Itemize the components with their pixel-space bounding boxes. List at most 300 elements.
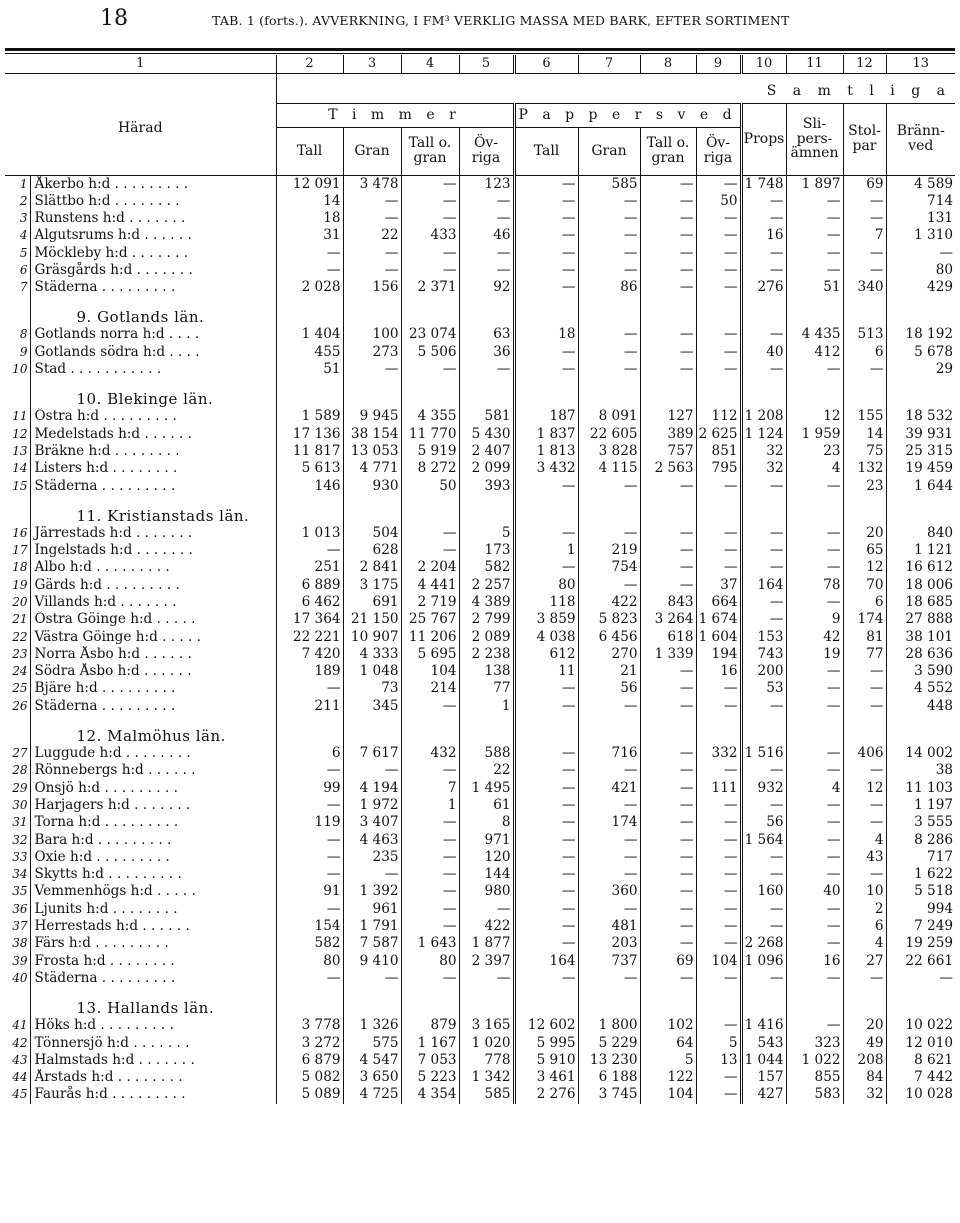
table-row [5,1069,955,1086]
harad-name: Bräkne h:d . . . . . . . . [30,443,276,460]
table-cell: — [459,210,514,227]
table-cell: 14 [843,425,886,442]
table-cell: — [843,698,886,715]
table-cell: 194 [696,646,741,663]
table-cell: 211 [276,698,343,715]
table-cell: — [786,680,843,697]
page-number: 18 [100,6,128,31]
table-cell: 120 [459,849,514,866]
table-cell: — [741,210,786,227]
table-cell: — [939,969,953,986]
timmer-ovriga-header: Öv- riga [459,127,514,175]
table-cell: 4 441 [401,577,459,594]
table-cell: — [578,849,640,866]
table-cell: — [640,680,696,697]
table-cell: 612 [514,646,578,663]
table-row [5,849,955,866]
table-cell: — [696,326,741,343]
table-row [5,577,955,594]
harad-name: Ljunits h:d . . . . . . . . [30,901,276,918]
table-cell: 63 [459,326,514,343]
table-cell: 1 972 [343,797,401,814]
table-row [5,1086,955,1103]
table-cell: — [843,663,886,680]
table-row [5,326,955,343]
table-row [5,918,955,935]
table-cell: 11 817 [276,443,343,460]
table-cell: 1 643 [401,935,459,952]
table-cell: 80 [401,952,459,969]
table-cell: 203 [578,935,640,952]
table-cell: — [843,680,886,697]
table-cell: 144 [459,866,514,883]
table-cell: 69 [640,952,696,969]
harad-name: Oxie h:d . . . . . . . . . [30,849,276,866]
row-number: 28 [5,762,30,779]
table-row [5,477,955,494]
table-cell: 8 621 [914,1051,953,1068]
table-cell: 214 [401,680,459,697]
table-cell: 6 [843,594,886,611]
table-cell: 20 [843,525,886,542]
row-number: 25 [5,680,30,697]
table-cell: 10 [843,883,886,900]
table-cell: — [578,262,640,279]
table-cell: 16 [696,663,741,680]
table-row [5,935,955,952]
table-cell: 38 [935,762,953,779]
column-number-row [5,55,955,73]
harad-name: Villands h:d . . . . . . . [30,594,276,611]
table-cell: 1 604 [696,628,741,645]
col-number: 5 [459,55,514,73]
table-cell: 22 [343,227,401,244]
table-cell: 200 [741,663,786,680]
table-row [5,175,955,193]
row-number: 34 [5,866,30,883]
harad-name: Skytts h:d . . . . . . . . . [30,866,276,883]
col-number: 13 [886,55,955,73]
table-cell: 2 238 [459,646,514,663]
row-number: 44 [5,1069,30,1086]
section-heading-row [5,987,955,1017]
table-cell: — [343,262,401,279]
table-cell: 4 333 [343,646,401,663]
table-cell: 585 [459,1086,514,1103]
table-cell: — [786,193,843,210]
table-cell: 3 407 [343,814,401,831]
harad-name: Städerna . . . . . . . . . [30,698,276,715]
table-cell: 18 532 [905,408,953,425]
table-cell: — [741,970,786,987]
table-cell: 235 [343,849,401,866]
table-cell: 3 432 [514,460,578,477]
harad-name: Tönnersjö h:d . . . . . . . [30,1034,276,1051]
table-cell: — [401,814,459,831]
table-cell: — [696,970,741,987]
table-cell: — [276,831,343,848]
table-cell: — [696,797,741,814]
table-cell: 31 [276,227,343,244]
harad-name: Runstens h:d . . . . . . . [30,210,276,227]
table-cell: — [696,883,741,900]
table-cell: 92 [459,279,514,296]
table-cell: 2 799 [459,611,514,628]
table-cell: 38 154 [343,425,401,442]
table-cell: 12 091 [276,175,343,193]
harad-name: Ingelstads h:d . . . . . . . [30,542,276,559]
row-number: 35 [5,883,30,900]
table-cell: 173 [459,542,514,559]
table-row [5,1034,955,1051]
table-cell: 1 516 [741,745,786,762]
harad-name: Vemmenhögs h:d . . . . . [30,883,276,900]
table-cell: 112 [696,408,741,425]
table-cell: — [786,849,843,866]
table-cell: — [276,262,343,279]
table-cell: — [696,227,741,244]
table-cell: 4 389 [459,594,514,611]
table-row [5,611,955,628]
table-cell: 994 [927,900,953,917]
table-cell: — [276,866,343,883]
table-cell: 40 [741,344,786,361]
table-cell: — [843,866,886,883]
table-cell: — [786,698,843,715]
table-cell: 455 [276,344,343,361]
table-cell: — [640,866,696,883]
table-row [5,460,955,477]
table-cell: 104 [640,1086,696,1103]
table-cell: — [343,361,401,378]
table-cell: 49 [843,1034,886,1051]
table-cell: — [696,525,741,542]
table-cell: 208 [843,1052,886,1069]
table-cell: 1 022 [786,1052,843,1069]
pappersved-gran-header: Gran [578,127,640,175]
table-cell: — [578,227,640,244]
table-cell: 588 [459,745,514,762]
table-cell: — [786,525,843,542]
table-cell: — [276,762,343,779]
col-number: 6 [514,55,578,73]
table-cell: 23 [843,477,886,494]
table-cell: — [786,227,843,244]
table-cell: 21 [578,663,640,680]
table-cell: 2 028 [276,279,343,296]
table-cell: — [786,542,843,559]
table-cell: 131 [927,209,953,226]
table-cell: 5 518 [914,883,953,900]
harad-name: Södra Åsbo h:d . . . . . . [30,663,276,680]
row-number: 10 [5,361,30,378]
table-cell: 75 [843,443,886,460]
table-cell: 422 [459,918,514,935]
table-cell: 65 [843,542,886,559]
table-cell: 4 [843,935,886,952]
harad-name: Städerna . . . . . . . . . [30,477,276,494]
table-cell: — [640,244,696,261]
table-cell: — [741,244,786,261]
row-number: 15 [5,477,30,494]
table-row [5,797,955,814]
harad-name: Algutsrums h:d . . . . . . [30,227,276,244]
table-cell: — [741,698,786,715]
table-row [5,628,955,645]
table-cell: 5 695 [401,646,459,663]
table-cell: — [514,698,578,715]
table-cell: 25 767 [401,611,459,628]
table-cell: — [514,193,578,210]
harad-name: Herrestads h:d . . . . . . [30,918,276,935]
table-cell: — [640,883,696,900]
table-cell: 1 208 [741,408,786,425]
table-cell: — [741,542,786,559]
col-number: 8 [640,55,696,73]
table-cell: — [459,244,514,261]
table-cell: 3 165 [459,1017,514,1034]
table-cell: 3 478 [343,175,401,193]
table-cell: 3 745 [578,1086,640,1103]
table-cell: — [640,559,696,576]
col-number: 9 [696,55,741,73]
table-cell: 104 [696,952,741,969]
table-cell: 18 [276,210,343,227]
table-cell: — [343,866,401,883]
table-cell: 61 [459,797,514,814]
harad-name: Medelstads h:d . . . . . . [30,425,276,442]
table-cell: 18 006 [905,576,953,593]
table-cell: 5 430 [459,425,514,442]
table-cell: 19 [786,646,843,663]
table-cell: — [276,797,343,814]
table-row [5,594,955,611]
table-cell: — [578,244,640,261]
table-cell: — [514,797,578,814]
table-cell: — [514,745,578,762]
table-cell: — [401,698,459,715]
table-cell: — [640,745,696,762]
table-cell: — [401,849,459,866]
table-cell: — [640,663,696,680]
table-cell: 118 [514,594,578,611]
table-cell: 5 506 [401,344,459,361]
table-row [5,227,955,244]
table-cell: — [640,918,696,935]
table-cell: 1 959 [786,425,843,442]
table-cell: 2 407 [459,443,514,460]
table-cell: — [459,970,514,987]
table-cell: — [843,210,886,227]
table-cell: 219 [578,542,640,559]
table-cell: — [578,901,640,918]
table-cell: 1 121 [914,542,953,559]
table-cell: 4 [786,460,843,477]
table-cell: 1 197 [914,796,953,813]
table-cell: — [578,477,640,494]
table-cell: 6 889 [276,577,343,594]
table-cell: 1 013 [276,525,343,542]
table-cell: 22 605 [578,425,640,442]
table-cell: — [343,970,401,987]
table-cell: 433 [401,227,459,244]
table-cell: — [640,542,696,559]
table-cell: 7 [843,227,886,244]
row-number: 16 [5,525,30,542]
table-cell: 84 [843,1069,886,1086]
table-cell: — [459,262,514,279]
table-cell: 157 [741,1069,786,1086]
table-cell: 851 [696,443,741,460]
table-cell: 932 [741,780,786,797]
table-cell: 2 276 [514,1086,578,1103]
table-cell: — [578,344,640,361]
table-cell: 25 315 [905,442,953,459]
table-cell: — [786,210,843,227]
table-cell: 102 [640,1017,696,1034]
row-number: 6 [5,262,30,279]
table-cell: — [741,477,786,494]
row-number: 32 [5,831,30,848]
table-cell: 360 [578,883,640,900]
table-cell: — [640,901,696,918]
table-cell: 8 286 [914,831,953,848]
table-cell: 4 547 [343,1052,401,1069]
harad-name: Västra Göinge h:d . . . . . [30,628,276,645]
table-cell: 14 [276,193,343,210]
table-cell: — [843,814,886,831]
table-cell: 270 [578,646,640,663]
table-cell: 104 [401,663,459,680]
table-cell: 757 [640,443,696,460]
table-cell: 8 091 [578,408,640,425]
table-cell: 50 [401,477,459,494]
table-cell: — [401,175,459,193]
table-cell: 13 [696,1052,741,1069]
table-cell: 2 [843,901,886,918]
table-row [5,901,955,918]
table-cell: 1 339 [640,646,696,663]
table-cell: — [401,542,459,559]
harad-name: Frosta h:d . . . . . . . . [30,952,276,969]
table-cell: — [640,361,696,378]
table-cell: 36 [459,344,514,361]
harad-name: Albo h:d . . . . . . . . . [30,559,276,576]
table-cell: 6 [843,918,886,935]
table-cell: — [741,559,786,576]
harad-name: Slättbo h:d . . . . . . . . [30,193,276,210]
brannved-header: Bränn- ved [896,123,945,154]
table-cell: — [514,344,578,361]
table-cell: 582 [276,935,343,952]
table-cell: 323 [786,1034,843,1051]
table-cell: — [276,542,343,559]
section-heading: 12. Malmöhus län. [30,715,276,745]
row-number: 19 [5,577,30,594]
section-heading-row [5,378,955,408]
table-cell: 1 392 [343,883,401,900]
table-cell: 40 [786,883,843,900]
table-cell: 3 264 [640,611,696,628]
table-cell: — [741,866,786,883]
table-cell: — [843,262,886,279]
table-cell: 13 230 [578,1052,640,1069]
table-row [5,193,955,210]
table-row [5,344,955,361]
table-cell: 17 136 [276,425,343,442]
table-cell: — [514,477,578,494]
table-cell: — [786,762,843,779]
table-row [5,443,955,460]
table-cell: — [696,175,741,193]
table-cell: — [786,477,843,494]
harad-name: Gärds h:d . . . . . . . . . [30,577,276,594]
table-cell: 1 877 [459,935,514,952]
table-cell: — [939,244,953,261]
table-cell: 21 150 [343,611,401,628]
table-cell: — [276,244,343,261]
row-number: 30 [5,797,30,814]
table-cell: — [640,970,696,987]
table-cell: 39 931 [905,425,953,442]
table-cell: 64 [640,1034,696,1051]
table-cell: 1 837 [514,425,578,442]
row-number: 33 [5,849,30,866]
table-cell: 19 459 [905,460,953,477]
table-cell: 3 859 [514,611,578,628]
table-cell: — [401,361,459,378]
table-cell: — [786,361,843,378]
table-cell: 1 644 [914,477,953,494]
table-cell: 12 [843,780,886,797]
table-cell: 1 [514,542,578,559]
table-cell: — [514,227,578,244]
table-cell: 1 800 [578,1017,640,1034]
table-cell: 29 [935,361,953,378]
table-cell: 10 022 [905,1017,953,1034]
table-cell: — [514,525,578,542]
table-cell: — [640,797,696,814]
table-cell: — [276,901,343,918]
table-cell: — [696,262,741,279]
table-cell: 1 326 [343,1017,401,1034]
table-row [5,814,955,831]
row-number: 14 [5,460,30,477]
table-cell: 3 778 [276,1017,343,1034]
table-cell: — [401,210,459,227]
table-cell: — [696,866,741,883]
table-cell: 50 [696,193,741,210]
row-number: 18 [5,559,30,576]
row-number: 42 [5,1034,30,1051]
table-cell: 132 [843,460,886,477]
table-cell: 7 587 [343,935,401,952]
table-cell: 393 [459,477,514,494]
table-cell: 86 [578,279,640,296]
section-heading: 13. Hallands län. [30,987,276,1017]
table-cell: 174 [843,611,886,628]
harad-name: Rönnebergs h:d . . . . . . [30,762,276,779]
table-cell: 6 [843,344,886,361]
table-cell: — [696,279,741,296]
table-cell: 12 [843,559,886,576]
table-cell: — [401,883,459,900]
table-cell: 11 103 [905,779,953,796]
harad-name: Järrestads h:d . . . . . . . [30,525,276,542]
harad-name: Höks h:d . . . . . . . . . [30,1017,276,1034]
table-cell: 78 [786,577,843,594]
table-cell: 7 053 [401,1052,459,1069]
